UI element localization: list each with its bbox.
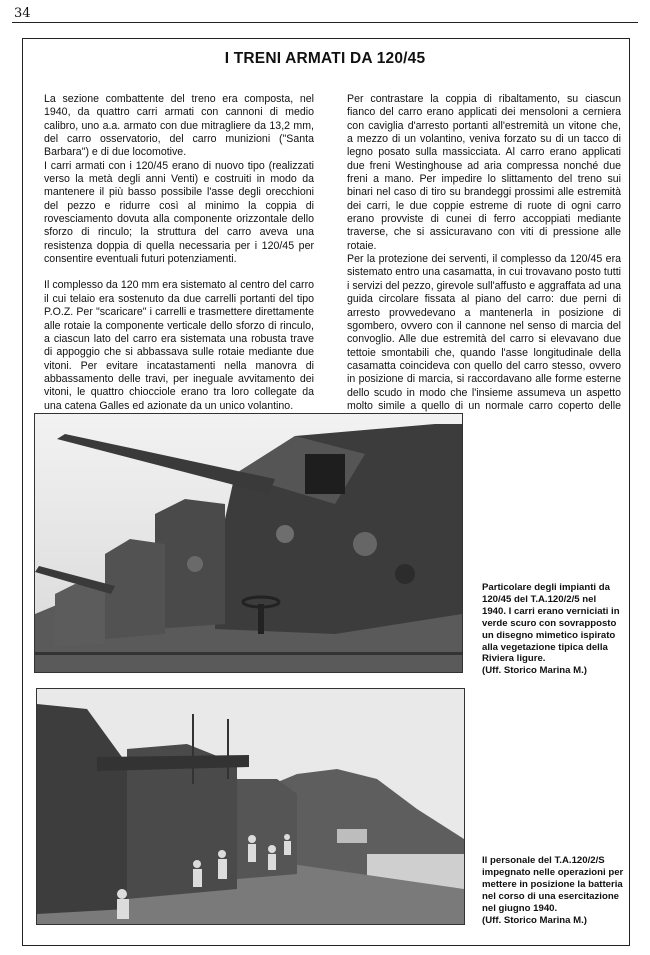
- photo-armoured-train-guns: [34, 413, 463, 673]
- paragraph: Il complesso da 120 mm era sistemato al centro del carro il cui telaio era sostenuto da due carrelli portanti del tipo P.O.Z. Per "scaricare" i carrelli e trasmettere direttamente alle rotaie la componente verticale dello sforzo di rinculo, a ciascun lato del carro era sistemata una robusta trave di appoggio che si abbassava sulle rotaie mediante due vitoni. Per evitare incatastamenti nella manovra di abbassamento delle travi, per ineguale avvitamento dei vitoni, le quattro chiocciole erano tra loro collegate da una catena Galles ed azionate da un unico volantino.: [44, 279, 314, 412]
- photo-caption-2: Il personale del T.A.120/2/S impegnato nelle operazioni per mettere in posizione la batteria nel corso di una esercitazione nel giugno 1940. (Uff. Storico Marina M.): [482, 855, 624, 926]
- page-number: 34: [14, 6, 31, 21]
- left-text-column: [44, 93, 314, 413]
- paragraph: La sezione combattente del treno era composta, nel 1940, da quattro carri armati con cannoni di medio calibro, uno a.a. armato con due mitragliere da 13,2 mm, del carro osservatorio, del carro munizioni ("Santa Barbara") e di due locomotive.: [44, 93, 314, 159]
- right-text-column: [347, 93, 621, 427]
- paragraph: Per contrastare la coppia di ribaltamento, su ciascun fianco del carro erano applicati dei mensoloni a cerniera con caviglia d'arresto portanti all'estremità un vitone che, a mezzo di un volantino, veniva forzato su di un tacco di legno posato sulla massicciata. Al carro erano applicati due freni Westinghouse ad aria compressa nonché due freni a mano. Per impedire lo slittamento del treno sui binari nel caso di tiro su brandeggi prossimi alle estremità dei carri, le due coppie estreme di ruote di ogni carro erano provviste di cunei di ferro accoppiati mediante traverse, che si assicuravano con viti di pressione alle rotaie.: [347, 93, 621, 252]
- paragraph: Per la protezione dei serventi, il complesso da 120/45 era sistemato entro una casamatta, in cui trovavano posto tutti i servizi del pezzo, girevole sull'affusto e aggraffata ad una guida circolare fissata al piano del carro: due perni di arresto provvedevano a mantenerla in posizione di sgombero, ovvero con il cannone nel senso di marcia del convoglio. Alle due estremità del carro si elevavano due tettoie smontabili che, quando l'asse longitudinale della casamatta coincideva con quello del carro stesso, ovvero in posizione di marcia, si raccordavano alle forme esterne dello scudo in modo che l'insieme assumeva un aspetto molto simile a quello di un normale carro coperto delle: [347, 253, 621, 412]
- photo-caption-1: Particolare degli impianti da 120/45 del T.A.120/2/5 nel 1940. I carri erano verniciati in verde scuro con sovrapposto un disegno mimetico ispirato alla vegetazione tipica della Riviera ligure. (Uff. Storico Marina M.): [482, 582, 620, 677]
- photo-crew-exercise: [36, 688, 465, 925]
- article-title: I TRENI ARMATI DA 120/45: [224, 50, 426, 67]
- header-rule: [12, 22, 638, 23]
- paragraph: I carri armati con i 120/45 erano di nuovo tipo (realizzati verso la metà degli anni Venti) e costruiti in modo da mantenere il più basso possibile l'asse degli orecchioni del pezzo e ridurre così al minimo la coppia di rovesciamento dovuta alla componente orizzontale dello sforzo di rinculo; la struttura del carro aveva una resistenza doppia di quella necessaria per i 120/45 per consentire eventuali futuri potenziamenti.: [44, 159, 314, 266]
